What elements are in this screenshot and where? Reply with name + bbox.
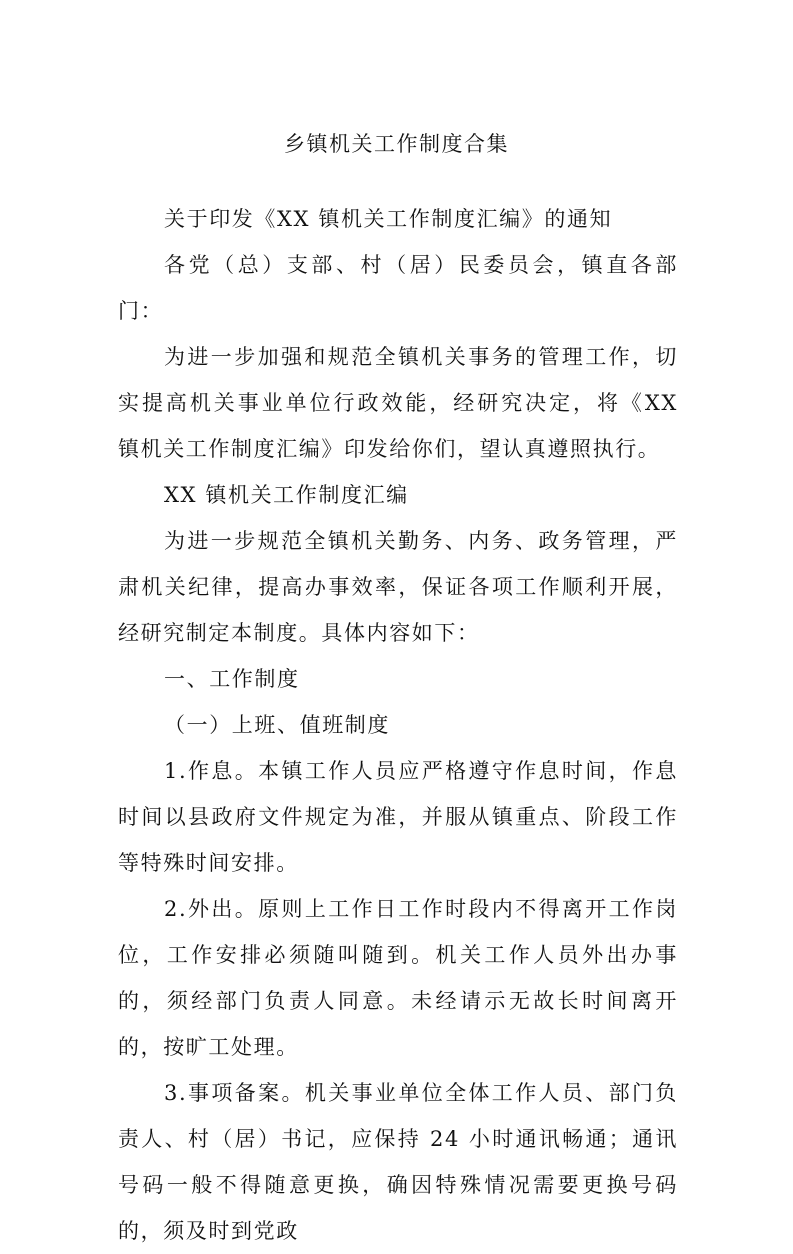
subsection-heading: （一）上班、值班制度 [164,713,390,737]
section-heading: 一、工作制度 [164,667,300,691]
compilation-title: XX 镇机关工作制度汇编 [164,483,409,507]
recipients-line: 各党（总）支部、村（居）民委员会，镇直各部门： [118,253,678,323]
notice-heading: 关于印发《XX 镇机关工作制度汇编》的通知 [164,207,613,231]
body-paragraph: 为进一步规范全镇机关勤务、内务、政务管理，严肃机关纪律，提高办事效率，保证各项工作顺利开展，经研究制定本制度。具体内容如下： [118,529,678,645]
body-paragraph: 1.作息。本镇工作人员应严格遵守作息时间，作息时间以县政府文件规定为准，并服从镇重点、阶段工作等特殊时间安排。 [118,759,678,875]
document-title: 乡镇机关工作制度合集 [284,132,509,156]
body-paragraph: 2.外出。原则上工作日工作时段内不得离开工作岗位，工作安排必须随叫随到。机关工作人员外出办事的，须经部门负责人同意。未经请示无故长时间离开的，按旷工处理。 [118,897,678,1059]
document-body [118,196,678,1254]
body-paragraph: 3.事项备案。机关事业单位全体工作人员、部门负责人、村（居）书记，应保持 24 小时通讯畅通；通讯号码一般不得随意更换，确因特殊情况需要更换号码的，须及时到党政 [118,1081,678,1243]
body-paragraph: 为进一步加强和规范全镇机关事务的管理工作，切实提高机关事业单位行政效能，经研究决定，将《XX 镇机关工作制度汇编》印发给你们，望认真遵照执行。 [118,345,678,461]
